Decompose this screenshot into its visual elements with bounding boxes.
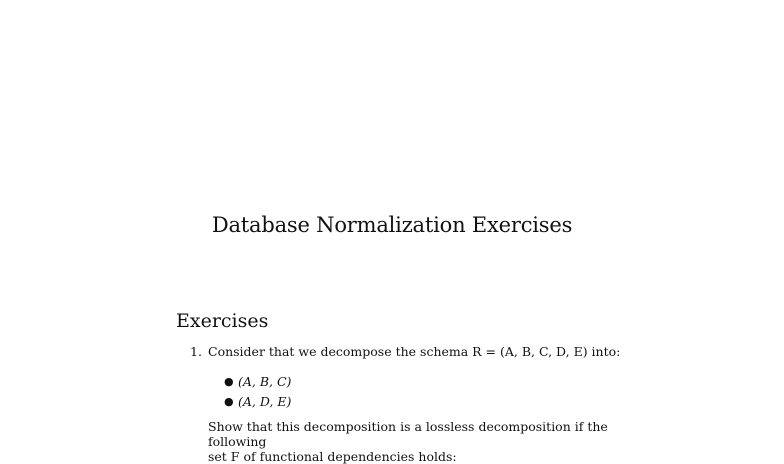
decomposition-item: [224, 371, 650, 391]
decomposition-relation: (A, D, E): [238, 393, 292, 409]
exercise-body: [208, 343, 650, 464]
bullet-icon: ●: [224, 374, 234, 388]
decomposition-list: [208, 371, 650, 411]
exercise-item: [190, 343, 650, 464]
exercise-paragraph: [208, 419, 650, 464]
paragraph-line: set F of functional dependencies holds:: [208, 449, 457, 464]
exercise-prompt: Consider that we decompose the schema R = (A, B, C, D, E) into:: [208, 344, 621, 359]
decomposition-relation: (A, B, C): [238, 373, 292, 389]
paragraph-line: Show that this decomposition is a lossless decomposition if the following: [208, 419, 608, 449]
exercise-list: [190, 343, 650, 464]
decomposition-item: [224, 391, 650, 411]
document-title: Database Normalization Exercises: [211, 213, 573, 237]
bullet-icon: ●: [224, 394, 234, 408]
exercise-number: 1.: [190, 344, 202, 359]
section-heading: Exercises: [176, 310, 269, 332]
